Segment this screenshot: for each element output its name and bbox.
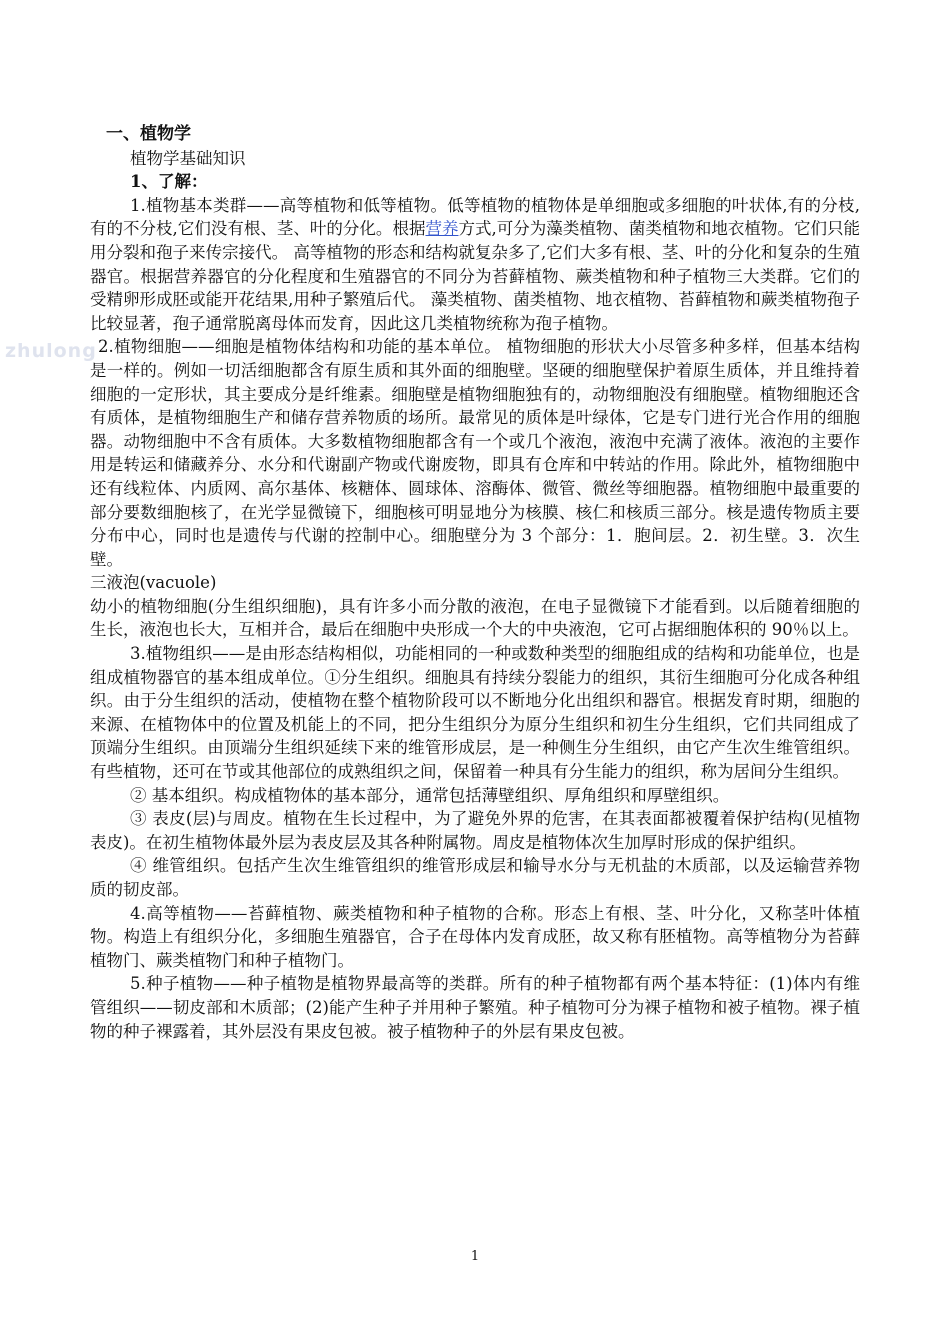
page-number: 1 [470, 1249, 480, 1264]
paragraph-text: 1.植物基本类群——高等植物和低等植物。低等植物的植物体是单细胞或多细胞的叶状体,有的分枝,有的不分枝,它们没有根、茎、叶的分化。根据 [90, 195, 860, 239]
paragraph-plant-tissue: 3.植物组织——是由形态结构相似，功能相同的一种或数种类型的细胞组成的结构和功能单位，也是组成植物器官的基本组成单位。①分生组织。细胞具有持续分裂能力的组织，其衍生细胞可分化成各种组织。由于分生组织的活动，使植物在整个植物阶段可以不断地分化出组织和器官。根据发育时期，细胞的来源、在植物体中的位置及机能上的不同，把分生组织分为原分生组织和初生分生组织，它们共同组成了顶端分生组织。由顶端分生组织延续下来的维管形成层，是一种侧生分生组织，由它产生次生维管组织。有些植物，还可在节或其他部位的成熟组织之间，保留着一种具有分生能力的组织，称为居间分生组织。 [90, 644, 860, 782]
heading-understand: 1、了解： [130, 172, 208, 192]
paragraph-vacuole: 幼小的植物细胞(分生组织细胞)，具有许多小而分散的液泡，在电子显微镜下才能看到。以后随着细胞的生长，液泡也长大，互相并合，最后在细胞中央形成一个大的中央液泡，它可占据细胞体积的 90％以上。 [90, 596, 860, 640]
paragraph-higher-plants: 4.高等植物——苔藓植物、蕨类植物和种子植物的合称。形态上有根、茎、叶分化，又称茎叶体植物。构造上有组织分化，多细胞生殖器官，合子在母体内发育成胚，故又称有胚植物。高等植物分为苔藓植物门、蕨类植物门和种子植物门。 [90, 903, 860, 970]
document-body [90, 123, 860, 1043]
paragraph-plant-cell: 2.植物细胞——细胞是植物体结构和功能的基本单位。 植物细胞的形状大小尽管多种多样，但基本结构是一样的。例如一切活细胞都含有原生质和其外面的细胞壁。坚硬的细胞壁保护着原生质体，并且维持着细胞的一定形状，其主要成分是纤维素。细胞壁是植物细胞独有的，动物细胞没有细胞壁。植物细胞还含有质体，是植物细胞生产和储存营养物质的场所。最常见的质体是叶绿体，它是专门进行光合作用的细胞器。动物细胞中不含有质体。大多数植物细胞都含有一个或几个液泡，液泡中充满了液体。液泡的主要作用是转运和储藏养分、水分和代谢副产物或代谢废物，即具有仓库和中转站的作用。除此外，植物细胞中还有线粒体、内质网、高尔基体、核糖体、圆球体、溶酶体、微管、微丝等细胞器。植物细胞中最重要的部分要数细胞核了，在光学显微镜下，细胞核可明显地分为核膜、核仁和核质三部分。核是遗传物质主要分布中心，同时也是遗传与代谢的控制中心。细胞壁分为 3 个部分：1．胞间层。2．初生壁。3．次生壁。 [90, 337, 860, 569]
watermark: zhulong [5, 340, 97, 362]
paragraph-text: 方式,可分为藻类植物、菌类植物和地衣植物。它们只能用分裂和孢子来传宗接代。 高等植物的形态和结构就复杂多了,它们大多有根、茎、叶的分化和复杂的生殖器官。根据营养器官的分化程度和生殖器官的不同分为苔藓植物、蕨类植物和种子植物三大类群。它们的受精卵形成胚或能开花结果,用种子繁殖后代。 藻类植物、菌类植物、地衣植物、苔藓植物和蕨类植物孢子比较显著，孢子通常脱离母体而发育，因此这几类植物统称为孢子植物。 [90, 219, 861, 333]
paragraph-plant-groups [90, 194, 860, 336]
nutrition-link[interactable]: 营养 [425, 219, 459, 239]
heading-botany: 一、植物学 [106, 124, 191, 144]
paragraph-ground-tissue: ② 基本组织。构成植物体的基本部分，通常包括薄壁组织、厚角组织和厚壁组织。 [130, 785, 730, 805]
vacuole-title: 三液泡(vacuole) [90, 573, 217, 593]
paragraph-seed-plants: 5.种子植物——种子植物是植物界最高等的类群。所有的种子植物都有两个基本特征：(1)体内有维管组织——韧皮部和木质部；(2)能产生种子并用种子繁殖。种子植物可分为裸子植物和被子植物。裸子植物的种子裸露着，其外层没有果皮包被。被子植物种子的外层有果皮包被。 [90, 974, 860, 1041]
paragraph-vascular-tissue: ④ 维管组织。包括产生次生维管组织的维管形成层和输导水分与无机盐的木质部，以及运输营养物质的韧皮部。 [90, 856, 860, 899]
heading-basics: 植物学基础知识 [130, 148, 246, 168]
paragraph-epidermis: ③ 表皮(层)与周皮。植物在生长过程中，为了避免外界的危害，在其表面都被覆着保护结构(见植物表皮)。在初生植物体最外层为表皮层及其各种附属物。周皮是植物体次生加厚时形成的保护组织。 [90, 809, 860, 852]
